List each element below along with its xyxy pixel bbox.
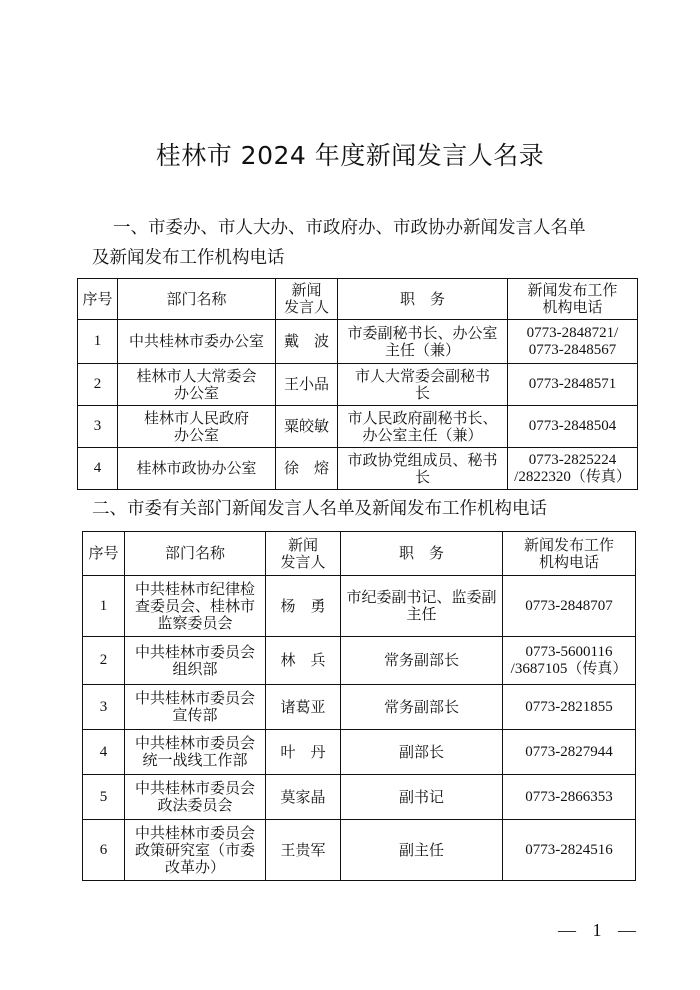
table-header-row	[83, 532, 636, 576]
row-dept: 桂林市政协办公室	[118, 448, 276, 490]
section1-heading	[92, 213, 632, 273]
row-position: 副主任	[341, 820, 503, 881]
row-dept: 中共桂林市委员会 政法委员会	[125, 775, 266, 820]
table-row	[78, 448, 638, 490]
row-dept: 中共桂林市委员会 宣传部	[125, 685, 266, 730]
row-position: 市人大常委会副秘书 长	[338, 364, 508, 406]
table-header-row	[78, 279, 638, 320]
row-phone: 0773-2848721/ 0773-2848567	[508, 320, 638, 364]
row-position: 副部长	[341, 730, 503, 775]
row-dept: 桂林市人大常委会 办公室	[118, 364, 276, 406]
row-spokesperson: 林 兵	[266, 637, 341, 685]
table-row	[83, 685, 636, 730]
row-seq: 4	[83, 730, 125, 775]
row-dept: 中共桂林市委办公室	[118, 320, 276, 364]
header-dept: 部门名称	[125, 532, 266, 576]
header-phone: 新闻发布工作 机构电话	[508, 279, 638, 320]
row-dept: 中共桂林市委员会 政策研究室（市委 改革办）	[125, 820, 266, 881]
row-seq: 3	[78, 406, 118, 448]
row-position: 市委副秘书长、办公室 主任（兼）	[338, 320, 508, 364]
header-phone: 新闻发布工作 机构电话	[503, 532, 636, 576]
row-seq: 6	[83, 820, 125, 881]
page-number: — 1 —	[558, 920, 642, 940]
header-dept: 部门名称	[118, 279, 276, 320]
table2-body	[83, 532, 636, 881]
table-row	[83, 576, 636, 637]
row-spokesperson: 叶 丹	[266, 730, 341, 775]
row-spokesperson: 杨 勇	[266, 576, 341, 637]
row-spokesperson: 莫家晶	[266, 775, 341, 820]
document-title: 桂林市 2024 年度新闻发言人名录	[155, 141, 545, 170]
row-phone: 0773-5600116 /3687105（传真）	[503, 637, 636, 685]
row-seq: 2	[78, 364, 118, 406]
row-position: 常务副部长	[341, 637, 503, 685]
row-spokesperson: 粟皎敏	[276, 406, 338, 448]
header-position: 职 务	[338, 279, 508, 320]
header-spokesperson: 新闻 发言人	[266, 532, 341, 576]
row-dept: 中共桂林市委员会 统一战线工作部	[125, 730, 266, 775]
row-seq: 2	[83, 637, 125, 685]
header-spokesperson: 新闻 发言人	[276, 279, 338, 320]
row-seq: 3	[83, 685, 125, 730]
header-position: 职 务	[341, 532, 503, 576]
row-seq: 1	[83, 576, 125, 637]
row-position: 市纪委副书记、监委副 主任	[341, 576, 503, 637]
table-row	[78, 406, 638, 448]
row-seq: 1	[78, 320, 118, 364]
row-phone: 0773-2821855	[503, 685, 636, 730]
header-seq: 序号	[78, 279, 118, 320]
row-phone: 0773-2848504	[508, 406, 638, 448]
row-phone: 0773-2848707	[503, 576, 636, 637]
row-spokesperson: 徐 熔	[276, 448, 338, 490]
row-position: 市政协党组成员、秘书 长	[338, 448, 508, 490]
row-spokesperson: 王贵军	[266, 820, 341, 881]
row-phone: 0773-2825224 /2822320（传真）	[508, 448, 638, 490]
row-phone: 0773-2827944	[503, 730, 636, 775]
table-row	[83, 820, 636, 881]
table-row	[83, 637, 636, 685]
row-position: 市人民政府副秘书长、 办公室主任（兼）	[338, 406, 508, 448]
section1-heading-line2: 及新闻发布工作机构电话	[92, 248, 285, 268]
row-phone: 0773-2824516	[503, 820, 636, 881]
table1-body	[78, 279, 638, 490]
row-phone: 0773-2848571	[508, 364, 638, 406]
table-party-departments	[82, 531, 636, 881]
row-seq: 5	[83, 775, 125, 820]
row-position: 副书记	[341, 775, 503, 820]
row-dept: 中共桂林市纪律检 查委员会、桂林市 监察委员会	[125, 576, 266, 637]
row-dept: 桂林市人民政府 办公室	[118, 406, 276, 448]
section1-heading-line1: 一、市委办、市人大办、市政府办、市政协办新闻发言人名单	[113, 218, 586, 238]
table-row	[78, 320, 638, 364]
row-spokesperson: 王小品	[276, 364, 338, 406]
header-seq: 序号	[83, 532, 125, 576]
row-spokesperson: 戴 波	[276, 320, 338, 364]
table-row	[83, 775, 636, 820]
row-spokesperson: 诸葛亚	[266, 685, 341, 730]
row-position: 常务副部长	[341, 685, 503, 730]
row-seq: 4	[78, 448, 118, 490]
section2-heading: 二、市委有关部门新闻发言人名单及新闻发布工作机构电话	[92, 499, 547, 519]
table-general-offices	[77, 278, 638, 490]
table-row	[78, 364, 638, 406]
row-dept: 中共桂林市委员会 组织部	[125, 637, 266, 685]
table-row	[83, 730, 636, 775]
row-phone: 0773-2866353	[503, 775, 636, 820]
